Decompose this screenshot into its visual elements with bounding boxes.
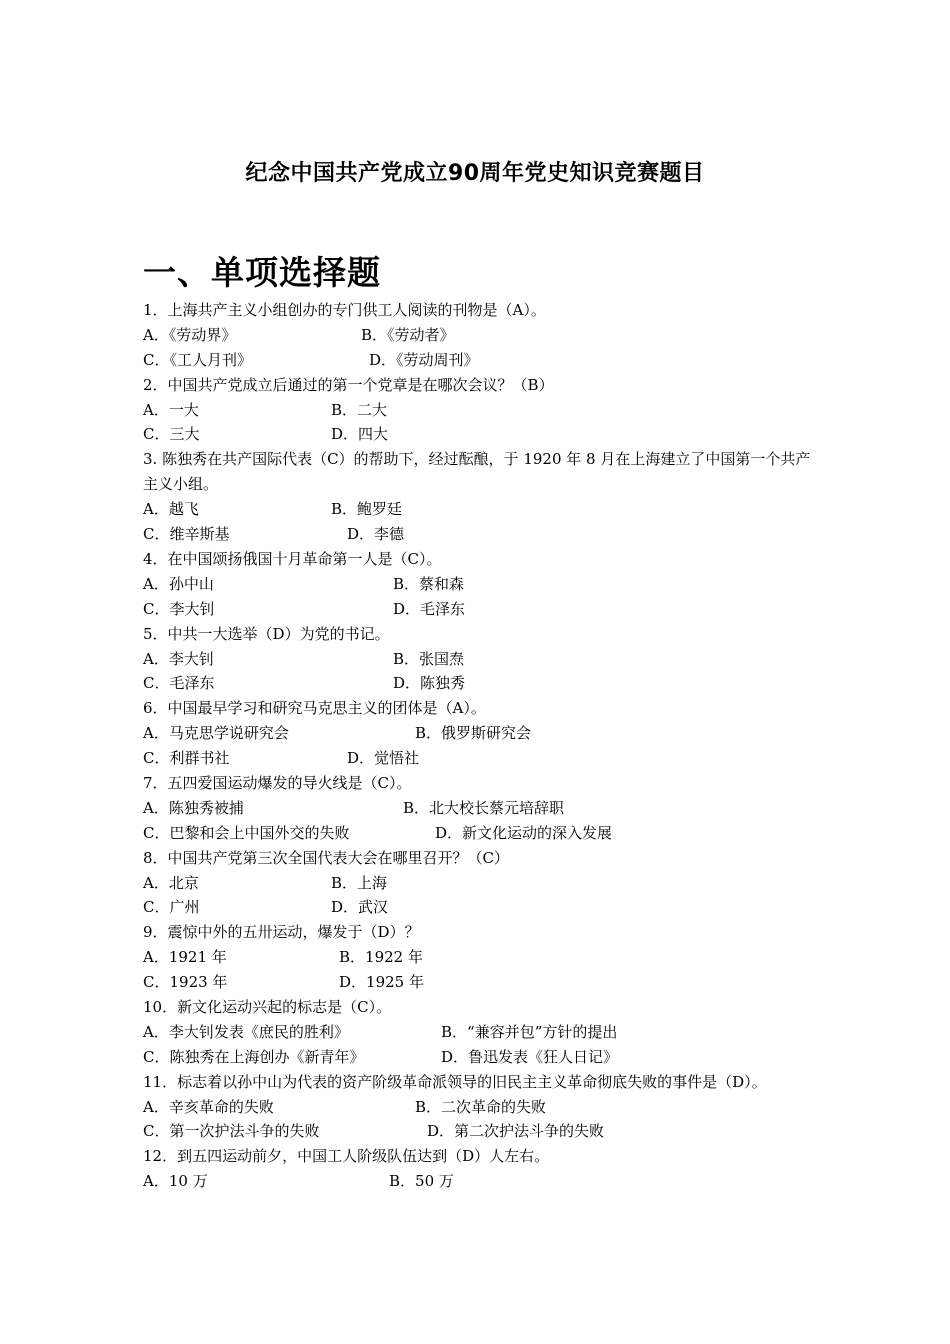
option-row bbox=[143, 721, 823, 746]
option-row bbox=[143, 970, 823, 995]
answer-option: B．俄罗斯研究会 bbox=[415, 724, 532, 743]
option-row bbox=[143, 821, 823, 846]
answer-option: D．武汉 bbox=[331, 898, 389, 917]
question-list bbox=[143, 298, 823, 1194]
answer-option: A．越飞 bbox=[143, 500, 199, 519]
answer-option: A．李大钊 bbox=[143, 649, 214, 668]
option-row bbox=[143, 522, 823, 547]
question-stem: 3. 陈独秀在共产国际代表（C）的帮助下，经过酝酿，于 1920 年 8 月在上海建立了中国第一个共产主义小组。 bbox=[143, 450, 811, 494]
answer-option: D．新文化运动的深入发展 bbox=[435, 823, 613, 842]
answer-option: B．1922 年 bbox=[339, 948, 423, 967]
answer-option: D．毛泽东 bbox=[393, 599, 466, 618]
option-row bbox=[143, 671, 823, 696]
answer-option: C．1923 年 bbox=[143, 973, 228, 992]
question-stem: 2．中国共产党成立后通过的第一个党章是在哪次会议？（B） bbox=[143, 375, 554, 394]
question-stem: 8．中国共产党第三次全国代表大会在哪里召开？（C） bbox=[143, 848, 510, 867]
question-stem: 7．五四爱国运动爆发的导火线是（C）。 bbox=[143, 773, 412, 792]
answer-option: D．鲁迅发表《狂人日记》 bbox=[441, 1047, 619, 1066]
question-stem: 11．标志着以孙中山为代表的资产阶级革命派领导的旧民主主义革命彻底失败的事件是（D）。 bbox=[143, 1072, 767, 1091]
answer-option: B．“兼容并包”方针的提出 bbox=[441, 1022, 618, 1041]
section-heading: 一、单项选择题 bbox=[143, 253, 381, 292]
option-row bbox=[143, 1045, 823, 1070]
question-stem: 4．在中国颂扬俄国十月革命第一人是（C）。 bbox=[143, 549, 442, 568]
answer-option: C．广州 bbox=[143, 898, 200, 917]
answer-option: B．上海 bbox=[331, 873, 388, 892]
answer-option: C．三大 bbox=[143, 425, 200, 444]
answer-option: C．毛泽东 bbox=[143, 674, 215, 693]
answer-option: A．10 万 bbox=[143, 1172, 208, 1191]
answer-option: C．《工人月刊》 bbox=[143, 350, 252, 369]
option-row bbox=[143, 895, 823, 920]
answer-option: D．陈独秀 bbox=[393, 674, 466, 693]
option-row bbox=[143, 746, 823, 771]
answer-option: A．北京 bbox=[143, 873, 199, 892]
answer-option: A．陈独秀被捕 bbox=[143, 798, 244, 817]
answer-option: D．1925 年 bbox=[339, 973, 424, 992]
option-row bbox=[143, 597, 823, 622]
answer-option: D．觉悟社 bbox=[347, 749, 420, 768]
option-row bbox=[143, 1095, 823, 1120]
option-row bbox=[143, 348, 823, 373]
answer-option: C．第一次护法斗争的失败 bbox=[143, 1122, 320, 1141]
option-row bbox=[143, 398, 823, 423]
option-row bbox=[143, 422, 823, 447]
option-row bbox=[143, 796, 823, 821]
answer-option: B．张国焘 bbox=[393, 649, 465, 668]
answer-option: A．马克思学说研究会 bbox=[143, 724, 289, 743]
answer-option: B．50 万 bbox=[389, 1172, 454, 1191]
question-stem: 1．上海共产主义小组创办的专门供工人阅读的刊物是（A）。 bbox=[143, 301, 546, 319]
answer-option: B．二次革命的失败 bbox=[415, 1097, 547, 1116]
answer-option: A．辛亥革命的失败 bbox=[143, 1097, 274, 1116]
answer-option: C．巴黎和会上中国外交的失败 bbox=[143, 823, 350, 842]
option-row bbox=[143, 871, 823, 896]
answer-option: B．鲍罗廷 bbox=[331, 500, 403, 519]
option-row bbox=[143, 323, 823, 348]
option-row bbox=[143, 1020, 823, 1045]
answer-option: C．维辛斯基 bbox=[143, 525, 230, 544]
option-row bbox=[143, 1169, 823, 1194]
answer-option: D．《劳动周刊》 bbox=[369, 350, 479, 369]
answer-option: A．一大 bbox=[143, 400, 199, 419]
answer-option: A．《劳动界》 bbox=[143, 325, 237, 344]
option-row bbox=[143, 1119, 823, 1144]
answer-option: B．蔡和森 bbox=[393, 574, 465, 593]
question-stem: 10．新文化运动兴起的标志是（C）。 bbox=[143, 997, 392, 1016]
answer-option: C．李大钊 bbox=[143, 599, 215, 618]
option-row bbox=[143, 497, 823, 522]
answer-option: D．李德 bbox=[347, 525, 405, 544]
answer-option: D．第二次护法斗争的失败 bbox=[427, 1122, 605, 1141]
question-stem: 9．震惊中外的五卅运动，爆发于（D）？ bbox=[143, 923, 420, 942]
answer-option: A．孙中山 bbox=[143, 574, 214, 593]
answer-option: A．李大钊发表《庶民的胜利》 bbox=[143, 1022, 349, 1041]
document-title: 纪念中国共产党成立90周年党史知识竞赛题目 bbox=[245, 161, 705, 186]
answer-option: D．四大 bbox=[331, 425, 389, 444]
answer-option: B．《劳动者》 bbox=[361, 325, 455, 344]
answer-option: A．1921 年 bbox=[143, 948, 227, 967]
option-row bbox=[143, 945, 823, 970]
question-stem: 5．中共一大选举（D）为党的书记。 bbox=[143, 624, 390, 643]
option-row bbox=[143, 572, 823, 597]
question-stem: 6．中国最早学习和研究马克思主义的团体是（A）。 bbox=[143, 699, 486, 718]
answer-option: B．北大校长蔡元培辞职 bbox=[403, 798, 565, 817]
option-row bbox=[143, 647, 823, 672]
answer-option: C．利群书社 bbox=[143, 749, 230, 768]
question-stem: 12．到五四运动前夕，中国工人阶级队伍达到（D）人左右。 bbox=[143, 1147, 550, 1166]
answer-option: B．二大 bbox=[331, 400, 388, 419]
answer-option: C．陈独秀在上海创办《新青年》 bbox=[143, 1047, 365, 1066]
